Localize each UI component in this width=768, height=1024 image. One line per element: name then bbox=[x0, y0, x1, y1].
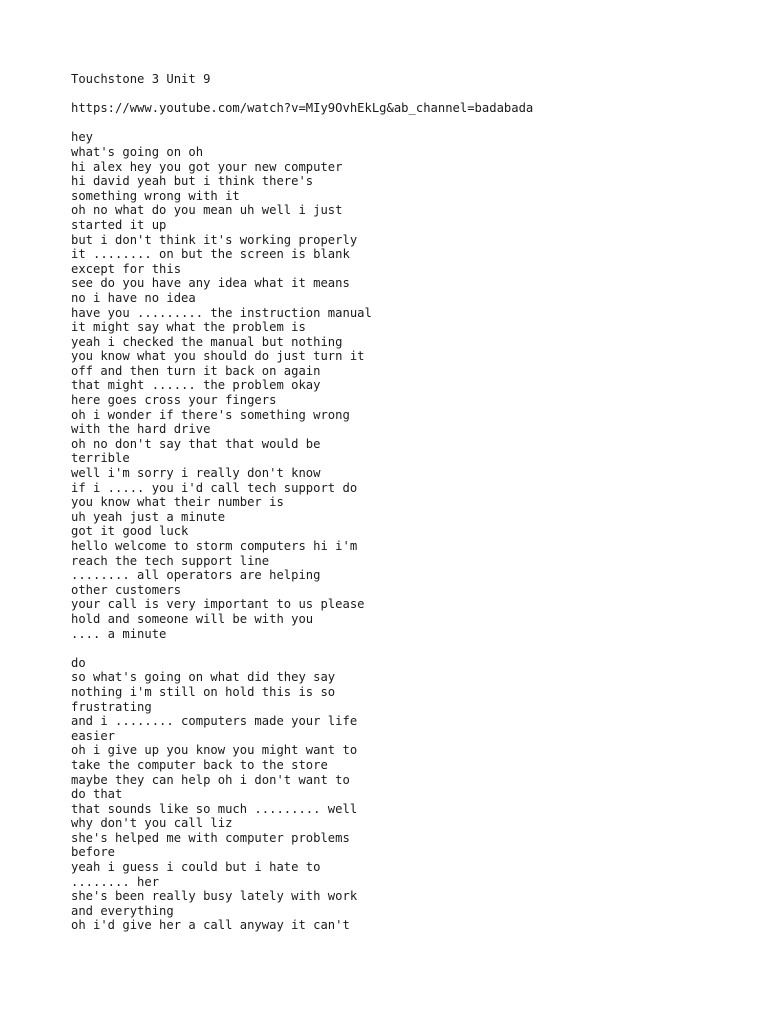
transcript-line: that sounds like so much ......... well bbox=[71, 801, 358, 816]
transcript-line: oh no what do you mean uh well i just bbox=[71, 203, 343, 218]
transcript-line: off and then turn it back on again bbox=[71, 363, 321, 378]
document-page bbox=[71, 72, 731, 933]
transcript-line: why don't you call liz bbox=[71, 816, 233, 831]
transcript-line: oh i give up you know you might want to bbox=[71, 743, 358, 758]
transcript-line: started it up bbox=[71, 217, 167, 232]
transcript-line: your call is very important to us please bbox=[71, 597, 365, 612]
transcript-line: that might ...... the problem okay bbox=[71, 378, 321, 393]
transcript-line: yeah i guess i could but i hate to bbox=[71, 860, 321, 875]
transcript-line: no i have no idea bbox=[71, 290, 196, 305]
transcript-line bbox=[71, 641, 731, 656]
transcript-line: do bbox=[71, 655, 86, 670]
transcript-line: do that bbox=[71, 787, 123, 802]
transcript-line: well i'm sorry i really don't know bbox=[71, 466, 321, 481]
transcript-line: hold and someone will be with you bbox=[71, 611, 314, 626]
transcript-line: oh i wonder if there's something wrong bbox=[71, 407, 350, 422]
transcript-line: see do you have any idea what it means bbox=[71, 276, 350, 291]
transcript-line: ........ her bbox=[71, 874, 160, 889]
transcript-line: you know what you should do just turn it bbox=[71, 349, 365, 364]
transcript-line: but i don't think it's working properly bbox=[71, 232, 358, 247]
transcript-line: hi david yeah but i think there's bbox=[71, 174, 314, 189]
transcript-line: you know what their number is bbox=[71, 495, 284, 510]
transcript-line: before bbox=[71, 845, 116, 860]
transcript-line: uh yeah just a minute bbox=[71, 509, 226, 524]
transcript-line: and everything bbox=[71, 903, 174, 918]
transcript-line: oh no don't say that that would be bbox=[71, 436, 321, 451]
transcript bbox=[71, 130, 731, 933]
transcript-line: .... a minute bbox=[71, 626, 167, 641]
document-title: Touchstone 3 Unit 9 bbox=[71, 72, 211, 86]
transcript-line: she's helped me with computer problems bbox=[71, 830, 350, 845]
transcript-line: yeah i checked the manual but nothing bbox=[71, 334, 343, 349]
transcript-line: something wrong with it bbox=[71, 188, 240, 203]
video-url: https://www.youtube.com/watch?v=MIy9OvhEkLg&ab_channel=badabada bbox=[71, 101, 534, 116]
transcript-line: got it good luck bbox=[71, 524, 189, 539]
transcript-line: hi alex hey you got your new computer bbox=[71, 159, 343, 174]
transcript-line: maybe they can help oh i don't want to bbox=[71, 772, 350, 787]
transcript-line: nothing i'm still on hold this is so bbox=[71, 684, 336, 699]
transcript-line: and i ........ computers made your life bbox=[71, 714, 358, 729]
transcript-line: reach the tech support line bbox=[71, 553, 270, 568]
transcript-line: she's been really busy lately with work bbox=[71, 889, 358, 904]
transcript-line: other customers bbox=[71, 582, 182, 597]
transcript-line: if i ..... you i'd call tech support do bbox=[71, 480, 358, 495]
transcript-line: with the hard drive bbox=[71, 422, 211, 437]
transcript-line: terrible bbox=[71, 451, 130, 466]
transcript-line: it might say what the problem is bbox=[71, 320, 306, 335]
transcript-line: hello welcome to storm computers hi i'm bbox=[71, 539, 358, 553]
transcript-line: oh i'd give her a call anyway it can't bbox=[71, 918, 350, 933]
transcript-line: hey bbox=[71, 130, 94, 145]
transcript-line: frustrating bbox=[71, 699, 152, 714]
transcript-line: it ........ on but the screen is blank bbox=[71, 247, 350, 262]
transcript-line: here goes cross your fingers bbox=[71, 393, 277, 408]
transcript-line: take the computer back to the store bbox=[71, 757, 328, 772]
transcript-line: easier bbox=[71, 728, 116, 743]
transcript-line: have you ......... the instruction manual bbox=[71, 305, 372, 320]
transcript-line: what's going on oh bbox=[71, 144, 204, 159]
transcript-line: ........ all operators are helping bbox=[71, 568, 321, 583]
transcript-line: except for this bbox=[71, 261, 182, 276]
transcript-line: so what's going on what did they say bbox=[71, 670, 336, 685]
